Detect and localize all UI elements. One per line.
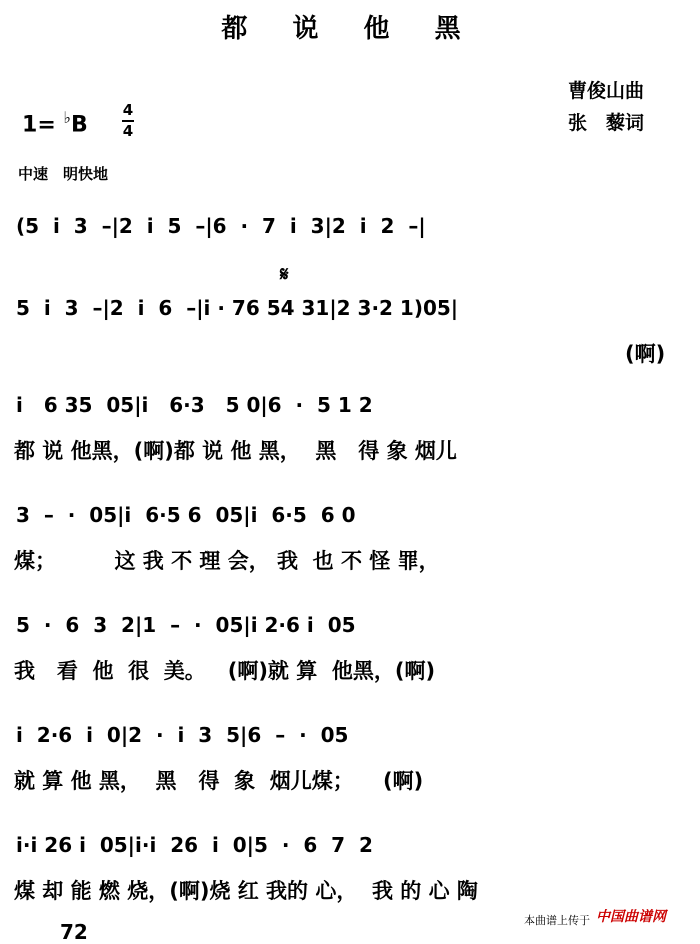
notation: i 6 35 05|i 6·3 5 0|6 · 5 1 2 <box>16 393 373 417</box>
lyric: (啊) <box>625 342 666 366</box>
lyric: 煤 却 能 燃 烧，(啊)烧 红 我的 心， 我 的 心 陶 <box>14 879 478 903</box>
segno-icon: 𝄋 <box>280 262 289 286</box>
notation: i 2·6 i 0|2 · i 3 5|6 – · 05 <box>16 723 349 747</box>
lyric: 煤； 这 我 不 理 会， 我 也 不 怪 罪， <box>14 549 440 573</box>
notation: 5 i 3 –|2 i 6 –|i · 76 54 31|2 3·2 1)05| <box>16 296 459 320</box>
notation: 5 · 6 3 2|1 – · 05|i 2·6 i 05 <box>16 613 356 637</box>
key-signature <box>22 108 88 137</box>
upload-note: 本曲谱上传于 <box>524 914 590 927</box>
lyric: 都 说 他黑，(啊)都 说 他 黑， 黑 得 象 烟儿 <box>14 439 457 463</box>
notation: (5 i 3 –|2 i 5 –|6 · 7 i 3|2 i 2 –| <box>16 214 426 238</box>
time-sig-bottom: 4 <box>122 122 134 140</box>
lyric: 我 看 他 很 美。 (啊)就 算 他黑，(啊) <box>14 659 436 683</box>
key-equals: = <box>37 112 56 138</box>
notation: 3 – · 05|i 6·5 6 05|i 6·5 6 0 <box>16 503 356 527</box>
song-title: 都 说 他 黑 <box>221 14 479 44</box>
tempo-marking: 中速 明快地 <box>18 165 109 183</box>
page-number: 72 <box>60 920 88 944</box>
time-sig-top: 4 <box>122 101 134 119</box>
key-note: B <box>70 112 88 138</box>
lyricist-credit: 张 藜词 <box>568 112 645 134</box>
notation: i·i 26 i 05|i·i 26 i 0|5 · 6 7 2 <box>16 833 373 857</box>
site-logo: 中国曲谱网 <box>596 909 666 925</box>
time-signature <box>122 103 134 139</box>
key-one: 1 <box>22 112 38 138</box>
flat-icon: ♭ <box>63 108 71 127</box>
lyric: 就 算 他 黑， 黑 得 象 烟儿煤； (啊) <box>14 769 424 793</box>
composer-credit: 曹俊山曲 <box>568 80 645 102</box>
